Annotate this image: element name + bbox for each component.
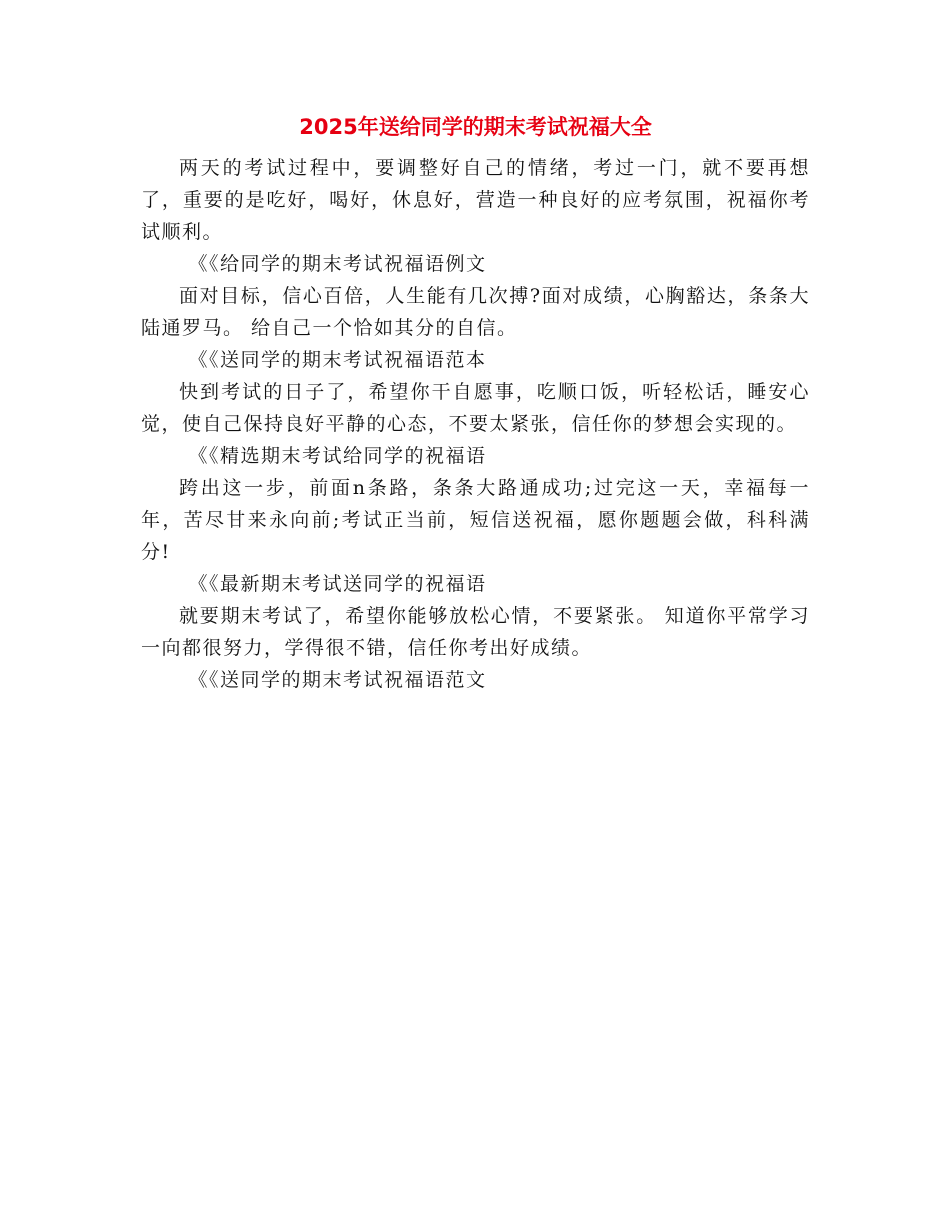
paragraph: 就要期末考试了，希望你能够放松心情，不要紧张。 知道你平常学习一向都很努力，学得很不错，信任你考出好成绩。 — [141, 605, 810, 659]
section-heading: 《《给同学的期末考试祝福语例文 — [188, 253, 487, 275]
paragraph: 面对目标，信心百倍，人生能有几次搏?面对成绩，心胸豁达，条条大陆通罗马。 给自己一个恰如其分的自信。 — [141, 285, 810, 339]
document-title: 2025年送给同学的期末考试祝福大全 — [299, 115, 652, 139]
section-heading: 《《最新期末考试送同学的祝福语 — [188, 573, 487, 595]
section-heading: 《《送同学的期末考试祝福语范文 — [188, 669, 487, 691]
section-heading: 《《精选期末考试给同学的祝福语 — [188, 445, 487, 467]
paragraph: 快到考试的日子了，希望你干自愿事，吃顺口饭，听轻松话，睡安心觉，使自己保持良好平静的心态，不要太紧张，信任你的梦想会实现的。 — [141, 381, 810, 435]
section-heading: 《《送同学的期末考试祝福语范本 — [188, 349, 487, 371]
paragraph: 跨出这一步，前面n条路，条条大路通成功;过完这一天，幸福每一年，苦尽甘来永向前;考试正当前，短信送祝福，愿你题题会做，科科满分! — [141, 477, 810, 563]
paragraph: 两天的考试过程中，要调整好自己的情绪，考过一门，就不要再想了，重要的是吃好，喝好，休息好，营造一种良好的应考氛围，祝福你考试顺利。 — [141, 157, 810, 243]
